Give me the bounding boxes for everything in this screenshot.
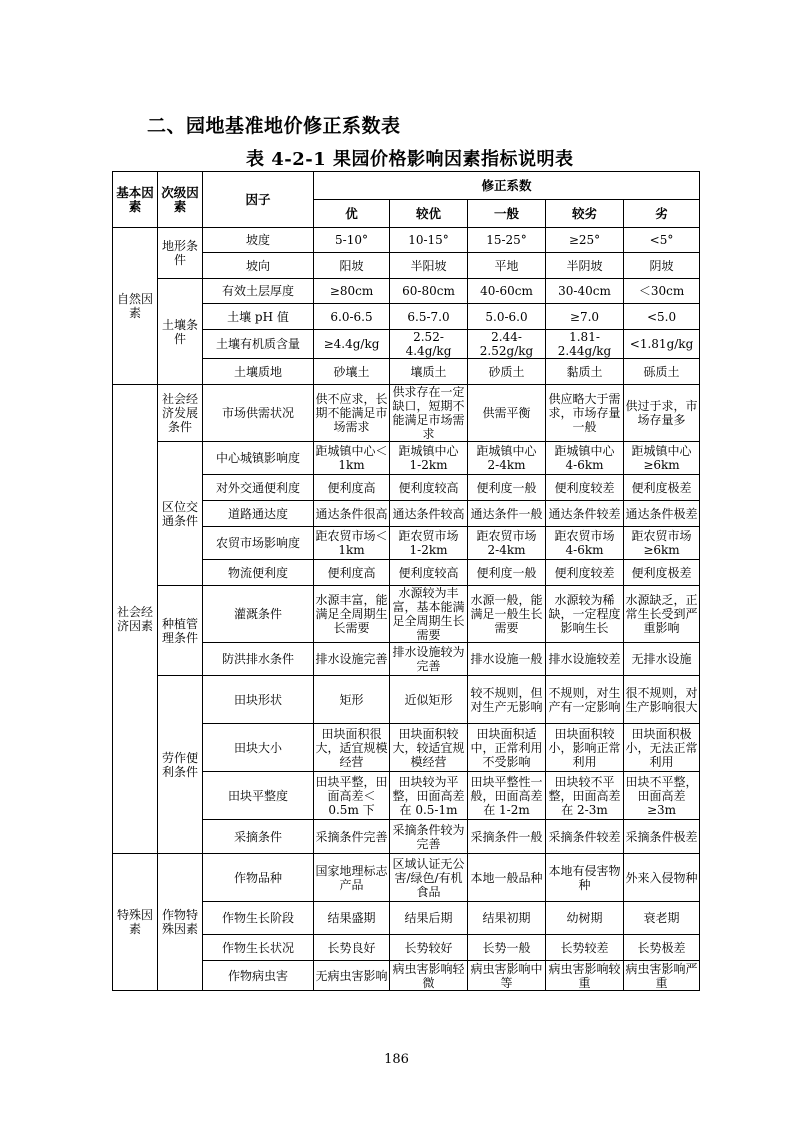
grade-value-cell: 水源丰富，能满足全周期生长需要 [314, 586, 390, 643]
grade-value-cell: 水源较为丰富，基本能满足全周期生长需要 [390, 586, 468, 643]
grade-value-cell: 结果后期 [390, 902, 468, 935]
grade-value-cell: 距农贸市场 2-4km [468, 527, 546, 560]
grade-value-cell: 砂壤土 [314, 359, 390, 385]
grade-value-cell: 区域认证无公害/绿色/有机食品 [390, 854, 468, 902]
grade-value-cell: 阳坡 [314, 253, 390, 279]
grade-value-cell: 长势良好 [314, 935, 390, 961]
grade-value-cell: 水源缺乏，正常生长受到严重影响 [624, 586, 700, 643]
header-factor: 因子 [203, 172, 314, 228]
factor-cell: 土壤 pH 值 [203, 304, 314, 330]
factor-cell: 市场供需状况 [203, 385, 314, 442]
factor-cell: 作物品种 [203, 854, 314, 902]
grade-value-cell: 田块平整，田面高差＜0.5m 下 [314, 772, 390, 820]
grade-value-cell: 水源一般，能满足一般生长需要 [468, 586, 546, 643]
grade-value-cell: 通达条件极差 [624, 501, 700, 527]
table-title: 表 4-2-1 果园价格影响因素指标说明表 [246, 149, 574, 170]
grade-value-cell: 距农贸市场 1-2km [390, 527, 468, 560]
grade-value-cell: 排水设施较差 [546, 643, 624, 676]
factor-cell: 物流便利度 [203, 560, 314, 586]
grade-value-cell: 采摘条件完善 [314, 820, 390, 854]
grade-value-cell: 便利度高 [314, 475, 390, 501]
header-sub-factor: 次级因素 [158, 172, 203, 228]
grade-value-cell: 距城镇中心 ≥6km [624, 442, 700, 475]
grade-value-cell: 病虫害影响轻微 [390, 961, 468, 991]
factor-cell: 作物生长阶段 [203, 902, 314, 935]
grade-value-cell: <5° [624, 228, 700, 253]
grade-value-cell: 砂质土 [468, 359, 546, 385]
grade-value-cell: 60-80cm [390, 279, 468, 304]
grade-value-cell: ≥4.4g/kg [314, 330, 390, 359]
factor-cell: 灌溉条件 [203, 586, 314, 643]
factor-cell: 采摘条件 [203, 820, 314, 854]
grade-value-cell: 30-40cm [546, 279, 624, 304]
grade-value-cell: 通达条件一般 [468, 501, 546, 527]
table-row [113, 228, 700, 253]
grade-value-cell: 砾质土 [624, 359, 700, 385]
grade-value-cell: 很不规则，对生产影响很大 [624, 676, 700, 724]
grade-value-cell: 便利度高 [314, 560, 390, 586]
grade-value-cell: 半阳坡 [390, 253, 468, 279]
grade-value-cell: 供不应求，长期不能满足市场需求 [314, 385, 390, 442]
grade-value-cell: 本地一般品种 [468, 854, 546, 902]
factor-cell: 作物生长状况 [203, 935, 314, 961]
grade-value-cell: 结果盛期 [314, 902, 390, 935]
grade-value-cell: 病虫害影响严重 [624, 961, 700, 991]
grade-value-cell: 供应略大于需求，市场存量一般 [546, 385, 624, 442]
grade-value-cell: 黏质土 [546, 359, 624, 385]
grade-value-cell: 便利度较高 [390, 475, 468, 501]
factor-cell: 农贸市场影响度 [203, 527, 314, 560]
grade-value-cell: 排水设施完善 [314, 643, 390, 676]
grade-value-cell: 田块平整性一般，田面高差在 1-2m [468, 772, 546, 820]
grade-value-cell: ≥7.0 [546, 304, 624, 330]
grade-value-cell: 无排水设施 [624, 643, 700, 676]
grade-value-cell: 便利度较差 [546, 560, 624, 586]
grade-value-cell: 近似矩形 [390, 676, 468, 724]
grade-value-cell: 长势一般 [468, 935, 546, 961]
grade-value-cell: 便利度极差 [624, 475, 700, 501]
grade-value-cell: 供求存在一定缺口，短期不能满足市场需求 [390, 385, 468, 442]
grade-value-cell: <1.81g/kg [624, 330, 700, 359]
grade-value-cell: 衰老期 [624, 902, 700, 935]
header-grade: 较优 [390, 200, 468, 228]
header-correction: 修正系数 [314, 172, 700, 200]
grade-value-cell: 排水设施一般 [468, 643, 546, 676]
factor-cell: 道路通达度 [203, 501, 314, 527]
factor-cell: 坡向 [203, 253, 314, 279]
factor-cell: 土壤质地 [203, 359, 314, 385]
sub-factor-cell: 种植管理条件 [158, 586, 203, 676]
sub-factor-cell: 地形条件 [158, 228, 203, 279]
table-row [113, 586, 700, 643]
grade-value-cell: 15-25° [468, 228, 546, 253]
grade-value-cell: <5.0 [624, 304, 700, 330]
grade-value-cell: 便利度一般 [468, 560, 546, 586]
grade-value-cell: 水源较为稀缺，一定程度影响生长 [546, 586, 624, 643]
factor-cell: 对外交通便利度 [203, 475, 314, 501]
factor-cell: 田块大小 [203, 724, 314, 772]
grade-value-cell: 病虫害影响较重 [546, 961, 624, 991]
grade-value-cell: 矩形 [314, 676, 390, 724]
grade-value-cell: 田块面积较大，较适宜规模经营 [390, 724, 468, 772]
sub-factor-cell: 区位交通条件 [158, 442, 203, 586]
grade-value-cell: 便利度一般 [468, 475, 546, 501]
grade-value-cell: 田块较为平整，田面高差在 0.5-1m [390, 772, 468, 820]
grade-value-cell: 田块面积很大，适宜规模经营 [314, 724, 390, 772]
grade-value-cell: 幼树期 [546, 902, 624, 935]
factor-cell: 作物病虫害 [203, 961, 314, 991]
grade-value-cell: 6.0-6.5 [314, 304, 390, 330]
factor-cell: 有效土层厚度 [203, 279, 314, 304]
grade-value-cell: 距城镇中心＜1km [314, 442, 390, 475]
grade-value-cell: 通达条件很高 [314, 501, 390, 527]
grade-value-cell: 距城镇中心 4-6km [546, 442, 624, 475]
grade-value-cell: 距农贸市场 4-6km [546, 527, 624, 560]
grade-value-cell: 1.81-2.44g/kg [546, 330, 624, 359]
grade-value-cell: 2.52-4.4g/kg [390, 330, 468, 359]
grade-value-cell: 壤质土 [390, 359, 468, 385]
basic-factor-cell: 社会经济因素 [113, 385, 158, 854]
grade-value-cell: 采摘条件一般 [468, 820, 546, 854]
table-row [113, 279, 700, 304]
header-grade: 劣 [624, 200, 700, 228]
grade-value-cell: 采摘条件极差 [624, 820, 700, 854]
grade-value-cell: 国家地理标志产品 [314, 854, 390, 902]
grade-value-cell: ≥80cm [314, 279, 390, 304]
header-grade: 优 [314, 200, 390, 228]
basic-factor-cell: 特殊因素 [113, 854, 158, 991]
table-row [113, 385, 700, 442]
sub-factor-cell: 作物特殊因素 [158, 854, 203, 991]
grade-value-cell: 田块面积较小，影响正常利用 [546, 724, 624, 772]
grade-value-cell: 距城镇中心 1-2km [390, 442, 468, 475]
grade-value-cell: 不规则，对生产有一定影响 [546, 676, 624, 724]
grade-value-cell: 阴坡 [624, 253, 700, 279]
header-grade: 较劣 [546, 200, 624, 228]
grade-value-cell: 5.0-6.0 [468, 304, 546, 330]
grade-value-cell: 平地 [468, 253, 546, 279]
header-grade: 一般 [468, 200, 546, 228]
grade-value-cell: 田块面积极小，无法正常利用 [624, 724, 700, 772]
grade-value-cell: 距城镇中心 2-4km [468, 442, 546, 475]
grade-value-cell: 田块面积适中，正常利用不受影响 [468, 724, 546, 772]
grade-value-cell: 距农贸市场 ≥6km [624, 527, 700, 560]
grade-value-cell: 本地有侵害物种 [546, 854, 624, 902]
grade-value-cell: 长势较好 [390, 935, 468, 961]
grade-value-cell: 便利度较高 [390, 560, 468, 586]
sub-factor-cell: 劳作便利条件 [158, 676, 203, 854]
grade-value-cell: 供过于求，市场存量多 [624, 385, 700, 442]
sub-factor-cell: 土壤条件 [158, 279, 203, 385]
grade-value-cell: 5-10° [314, 228, 390, 253]
grade-value-cell: 结果初期 [468, 902, 546, 935]
grade-value-cell: ＜30cm [624, 279, 700, 304]
basic-factor-cell: 自然因素 [113, 228, 158, 385]
factor-cell: 土壤有机质含量 [203, 330, 314, 359]
grade-value-cell: ≥25° [546, 228, 624, 253]
grade-value-cell: 便利度较差 [546, 475, 624, 501]
grade-value-cell: 长势较差 [546, 935, 624, 961]
grade-value-cell: 排水设施较为完善 [390, 643, 468, 676]
factor-cell: 田块形状 [203, 676, 314, 724]
grade-value-cell: 长势极差 [624, 935, 700, 961]
correction-factor-table [112, 171, 700, 991]
page-number: 186 [384, 1052, 409, 1067]
table-row [113, 442, 700, 475]
grade-value-cell: 通达条件较差 [546, 501, 624, 527]
grade-value-cell: 供需平衡 [468, 385, 546, 442]
grade-value-cell: 半阴坡 [546, 253, 624, 279]
grade-value-cell: 外来入侵物种 [624, 854, 700, 902]
grade-value-cell: 2.44-2.52g/kg [468, 330, 546, 359]
header-basic-factor: 基本因素 [113, 172, 158, 228]
grade-value-cell: 田块较不平整，田面高差在 2-3m [546, 772, 624, 820]
sub-factor-cell: 社会经济发展条件 [158, 385, 203, 442]
table-row [113, 854, 700, 902]
factor-cell: 中心城镇影响度 [203, 442, 314, 475]
grade-value-cell: 田块不平整，田面高差≥3m [624, 772, 700, 820]
grade-value-cell: 通达条件较高 [390, 501, 468, 527]
grade-value-cell: 40-60cm [468, 279, 546, 304]
grade-value-cell: 距农贸市场＜1km [314, 527, 390, 560]
grade-value-cell: 采摘条件较为完善 [390, 820, 468, 854]
grade-value-cell: 采摘条件较差 [546, 820, 624, 854]
section-title: 二、园地基准地价修正系数表 [147, 115, 401, 137]
grade-value-cell: 6.5-7.0 [390, 304, 468, 330]
factor-cell: 田块平整度 [203, 772, 314, 820]
factor-cell: 防洪排水条件 [203, 643, 314, 676]
grade-value-cell: 较不规则，但对生产无影响 [468, 676, 546, 724]
grade-value-cell: 无病虫害影响 [314, 961, 390, 991]
factor-cell: 坡度 [203, 228, 314, 253]
grade-value-cell: 便利度极差 [624, 560, 700, 586]
grade-value-cell: 10-15° [390, 228, 468, 253]
grade-value-cell: 病虫害影响中等 [468, 961, 546, 991]
table-row [113, 676, 700, 724]
